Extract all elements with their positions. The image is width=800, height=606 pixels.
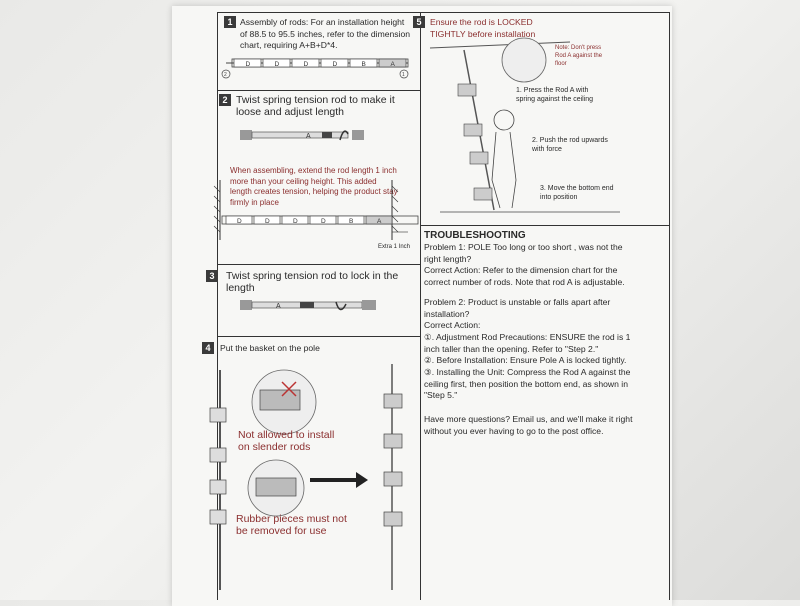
rod-segment-label: D bbox=[303, 61, 309, 68]
rod-segment-label: A bbox=[390, 61, 395, 68]
closing-text: Have more questions? Email us, and we'll make it right without you ever having to go to the post office. bbox=[424, 414, 633, 436]
problem-1-action: Correct Action: Refer to the dimension chart for the correct number of rods. Note that rod A is adjustable. bbox=[424, 265, 625, 287]
rod-segment-label: B bbox=[349, 218, 354, 225]
svg-text:1: 1 bbox=[402, 72, 405, 78]
step5-substep-1: 1. Press the Rod A with spring against the ceiling bbox=[516, 87, 594, 103]
step5-badge: 5 bbox=[413, 16, 425, 28]
problem-2-action-1: ①. Adjustment Rod Precautions: ENSURE the rod is 1 inch taller than the opening. Refer to "Step 2." bbox=[424, 332, 631, 354]
step5-note: Note: Don't press Rod A against the floor bbox=[555, 45, 603, 67]
rod-segment-label: A bbox=[377, 218, 382, 225]
step1-badge: 1 bbox=[224, 16, 236, 28]
rod-segment-label: D bbox=[293, 218, 298, 225]
step2-twist-diagram bbox=[240, 124, 370, 148]
problem-2-action-heading: Correct Action: bbox=[424, 320, 481, 330]
step2-red-text: When assembling, extend the rod length 1 inch more than your ceiling height. This added length creates tension, helping the product stay firmly in place bbox=[230, 166, 398, 207]
rod-segment-label: D bbox=[237, 218, 242, 225]
step4-red-note-2: Rubber pieces must not be removed for use bbox=[236, 513, 347, 537]
step3-text: Twist spring tension rod to lock in the length bbox=[226, 270, 399, 294]
step4-badge: 4 bbox=[202, 342, 214, 354]
step4-text: Put the basket on the pole bbox=[220, 343, 320, 353]
step4-red-note-1: Not allowed to install on slender rods bbox=[238, 429, 335, 453]
step2-extend-diagram bbox=[212, 180, 418, 250]
step3-lock-diagram bbox=[240, 294, 380, 318]
step5-substep-3: 3. Move the bottom end into position bbox=[540, 185, 614, 201]
divider-3-4 bbox=[217, 336, 420, 337]
step5-text: Ensure the rod is LOCKED TIGHTLY before installation bbox=[430, 17, 536, 39]
right-border bbox=[669, 12, 670, 600]
divider-5-trouble bbox=[420, 225, 670, 226]
divider-2-3 bbox=[217, 264, 420, 265]
step2-rod-a-label: A bbox=[306, 133, 311, 140]
step1-text: Assembly of rods: For an installation height of 88.5 to 95.5 inches, refer to the dimension chart, requiring A+B+D*4. bbox=[240, 17, 411, 50]
problem-2: Problem 2: Product is unstable or falls apart after installation? bbox=[424, 297, 611, 319]
rod-segment-label: B bbox=[361, 61, 366, 68]
rod-segment-label: D bbox=[332, 61, 338, 68]
rod-segment-label: D bbox=[321, 218, 326, 225]
problem-1: Problem 1: POLE Too long or too short , was not the right length? bbox=[424, 242, 623, 264]
divider-1-2 bbox=[217, 90, 420, 91]
step2-extra-label: Extra 1 Inch bbox=[378, 244, 411, 250]
problem-2-action-2: ②. Before Installation: Ensure Pole A is locked tightly. bbox=[424, 355, 627, 365]
rod-segment-label: D bbox=[274, 61, 280, 68]
step2-text: Twist spring tension rod to make it loose and adjust length bbox=[236, 94, 395, 118]
step4-basket-diagram bbox=[200, 360, 420, 600]
svg-text:2: 2 bbox=[224, 72, 227, 78]
rod-segment-label: D bbox=[245, 61, 251, 68]
step2-badge: 2 bbox=[219, 94, 231, 106]
top-border bbox=[217, 12, 669, 13]
step5-substep-2: 2. Push the rod upwards with force bbox=[532, 137, 608, 153]
problem-2-action-3: ③. Installing the Unit: Compress the Rod A against the ceiling first, then position the bottom end, as shown in "Step 5." bbox=[424, 367, 631, 400]
step3-rod-a-label: A bbox=[276, 303, 281, 310]
rod-segment-label: D bbox=[265, 218, 270, 225]
step1-rod-diagram bbox=[218, 55, 418, 85]
troubleshooting-heading: TROUBLESHOOTING bbox=[424, 230, 526, 241]
step3-badge: 3 bbox=[206, 270, 218, 282]
